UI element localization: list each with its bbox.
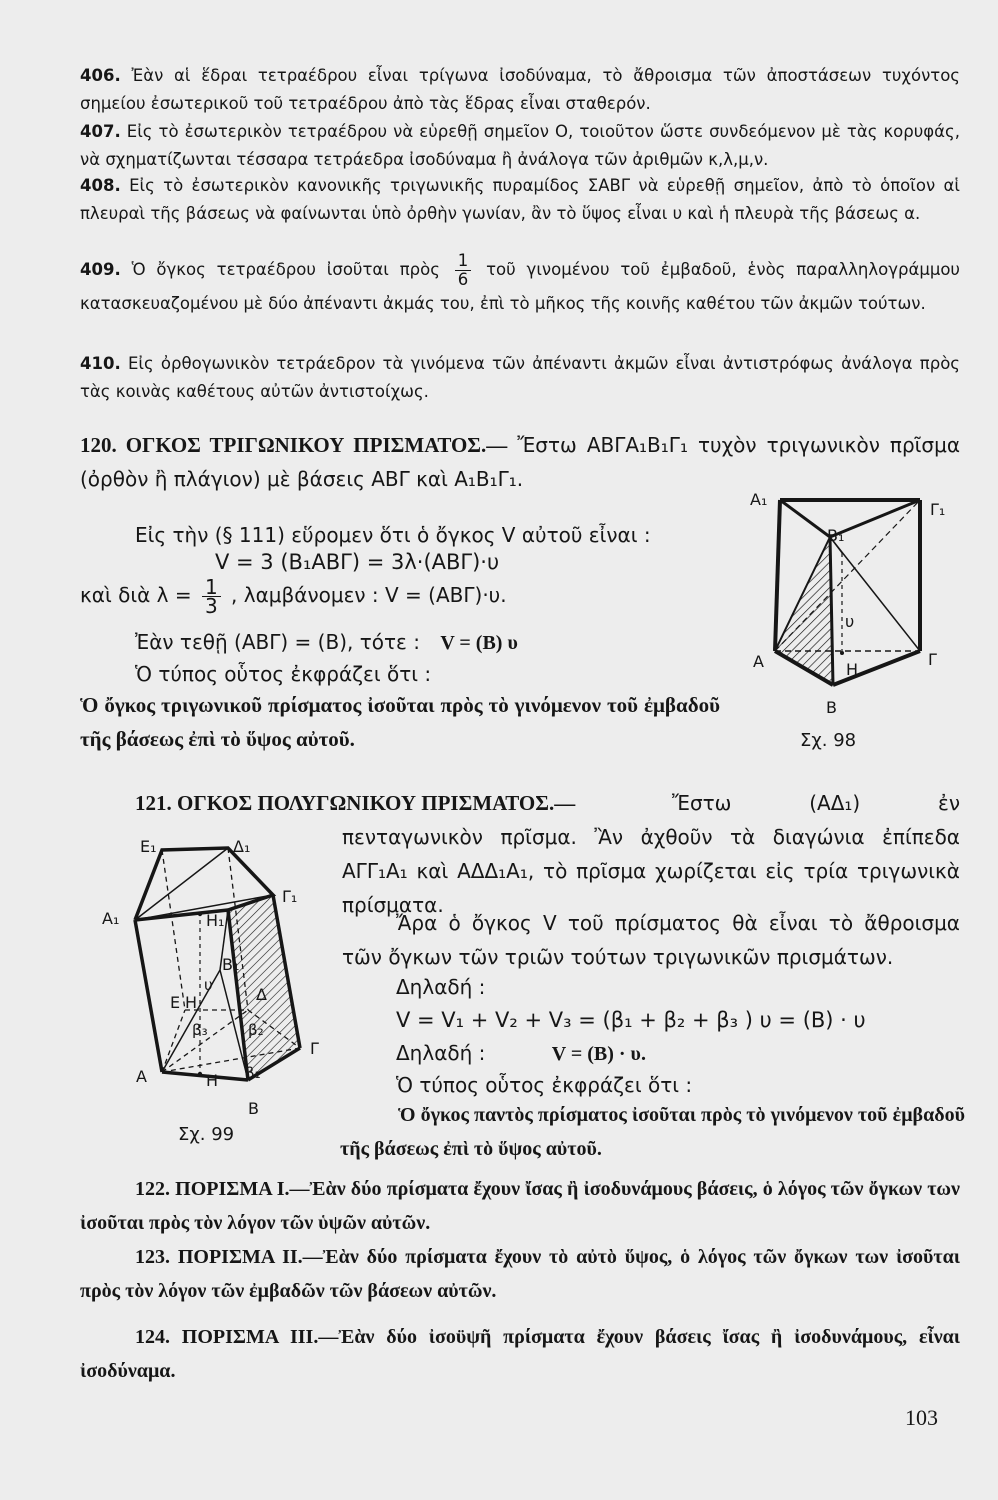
corollary-123 <box>80 1240 960 1308</box>
label-u: υ <box>204 976 213 994</box>
section-120-line1: Εἰς τὴν (§ 111) εὕρομεν ὅτι ὁ ὄγκος V αὐτοῦ εἶναι : <box>135 523 651 547</box>
label-H-bottom: Η <box>206 1071 219 1090</box>
corollary-123-text: Ἐὰν δύο πρίσματα ἔχουν τὸ αὐτὸ ὕψος, ὁ λόγος τῶν ὄγκων των ἰσοῦται πρὸς τὸν λόγον τῶν ἐμβαδῶν τῶν βάσεων αὐτῶν. <box>80 1246 960 1302</box>
label-A1: Α₁ <box>102 909 120 928</box>
exercise-number: 407. <box>80 122 121 141</box>
section-121-line2: Ἄρα ὁ ὄγκος V τοῦ πρίσματος θὰ εἶναι τὸ ἄθροισμα τῶν ὄγκων τῶν τριῶν τούτων τριγωνικῶν πρισμάτων. <box>342 911 960 969</box>
section-121-heading: 121. ΟΓΚΟΣ ΠΟΛΥΓΩΝΙΚΟΥ ΠΡΙΣΜΑΤΟΣ.— <box>135 791 576 815</box>
label-E: Ε <box>170 993 181 1012</box>
label-H: Η <box>846 660 859 679</box>
label-A: Α <box>136 1067 147 1086</box>
label-E1: Ε₁ <box>140 837 157 856</box>
exercise-number: 408. <box>80 176 121 195</box>
corollary-124-text: Ἐὰν δύο ἰσοϋψῆ πρίσματα ἔχουν βάσεις ἴσας ἢ ἰσοδυνάμους, εἶναι ἰσοδύναμα. <box>80 1326 960 1382</box>
section-121-d1: Δηλαδή : <box>396 975 486 999</box>
label-G: Γ <box>928 650 937 669</box>
label-B: Β <box>826 698 837 717</box>
label-b1: β₁ <box>245 1064 261 1082</box>
label-D: Δ <box>256 985 267 1004</box>
formula-volume: V = (Β) υ <box>440 632 518 654</box>
figure-98 <box>745 485 965 720</box>
exercise-text-a: Ὁ ὄγκος τετραέδρου ἰσοῦται πρὸς <box>131 260 440 279</box>
exercise-407 <box>80 118 960 174</box>
label-b2: β₂ <box>248 1021 264 1039</box>
figure-99 <box>100 830 340 1130</box>
exercise-408 <box>80 172 960 228</box>
label-G: Γ <box>310 1039 319 1058</box>
section-121-line5: Ὁ τύπος οὗτος ἐκφράζει ὅτι : <box>396 1073 693 1097</box>
figure-98-caption: Σχ. 98 <box>800 730 857 751</box>
exercise-text-b: τοῦ γινομένου τοῦ ἐμβαδοῦ, ἑνὸς παραλληλογράμμου κατασκευαζομένου μὲ δύο ἀπέναντι ἀκμάς του, ἐπὶ τὸ μῆκος τῆς κοινῆς καθέτου τῶν ἀκμῶν τούτων. <box>80 260 960 313</box>
label-B1: Β₁ <box>222 955 240 974</box>
fraction-one-third: $\frac{1}{3}$ <box>202 578 221 615</box>
label-H1: Η₁ <box>206 911 225 930</box>
section-120-line3: καὶ διὰ λ = $\frac{1}{3}$ , λαμβάνομεν : V = (ΑΒΓ)·υ. <box>80 575 507 618</box>
page-number: 103 <box>905 1405 938 1430</box>
label-B1: Β₁ <box>827 526 845 545</box>
fraction-one-sixth: $\frac{1}{6}$ <box>455 252 472 289</box>
corollary-122-text: Ἐὰν δύο πρίσματα ἔχουν ἴσας ἢ ἰσοδυνάμους βάσεις, ὁ λόγος τῶν ὄγκων των ἰσοῦται πρὸς τὸν λόγον τῶν ὑψῶν αὐτῶν. <box>80 1178 960 1234</box>
section-121-eq1: V = V₁ + V₂ + V₃ = (β₁ + β₂ + β₃ ) υ = (Β) · υ <box>396 1008 866 1032</box>
corollary-124 <box>80 1320 960 1388</box>
exercise-text: Ἐὰν αἱ ἕδραι τετραέδρου εἶναι τρίγωνα ἰσοδύναμα, τὸ ἄθροισμα τῶν ἀποστάσεων τυχόντος σημείου ἐσωτερικοῦ τοῦ τετραέδρου ἀπὸ τὰς ἕδρας εἶναι σταθερόν. <box>80 66 960 113</box>
section-121-intro: Ἔστω (ΑΔ₁) ἐν πενταγωνικὸν πρῖσμα. Ἂν ἀχθοῦν τὰ διαγώνια ἐπίπεδα ΑΓΓ₁Α₁ καὶ ΑΔΔ₁Α₁, τὸ πρῖσμα χωρίζεται εἰς τρία τριγωνικὰ πρίσματα. <box>342 791 960 917</box>
corollary-123-heading: 123. ΠΟΡΙΣΜΑ ΙΙ.— <box>135 1246 323 1268</box>
label-G1: Γ₁ <box>282 887 298 906</box>
corollary-124-heading: 124. ΠΟΡΙΣΜΑ ΙΙΙ.— <box>135 1326 339 1348</box>
exercise-409 <box>80 252 960 319</box>
exercise-number: 406. <box>80 66 121 85</box>
corollary-122 <box>80 1172 960 1240</box>
exercise-number: 409. <box>80 260 121 279</box>
label-b3: β₃ <box>192 1021 208 1039</box>
label-A: Α <box>753 652 764 671</box>
exercise-410 <box>80 350 960 406</box>
exercise-text: Εἰς τὸ ἐσωτερικὸν τετραέδρου νὰ εὑρεθῇ σημεῖον Ο, τοιοῦτον ὥστε συνδεόμενον μὲ τὰς κορυφάς, νὰ σχηματίζωνται τέσσαρα τετράεδρα ἰσοδύναμα ἢ ἀνάλογα τῶν ἀριθμῶν κ,λ,μ,ν. <box>80 122 960 169</box>
section-120-eq1: V = 3 (Β₁ΑΒΓ) = 3λ·(ΑΒΓ)·υ <box>215 550 500 574</box>
section-120-line5: Ὁ τύπος οὗτος ἐκφράζει ὅτι : <box>135 662 432 686</box>
label-A1: Α₁ <box>750 490 768 509</box>
theorem-triangular-prism: Ὁ ὄγκος τριγωνικοῦ πρίσματος ἰσοῦται πρὸς τὸ γινόμενον τοῦ ἐμβαδοῦ τῆς βάσεως ἐπὶ τὸ ὕψος αὐτοῦ. <box>80 693 720 751</box>
theorem-general-prism: Ὁ ὄγκος παντὸς πρίσματος ἰσοῦται πρὸς τὸ γινόμενον τοῦ ἐμβαδοῦ τῆς βάσεως ἐπὶ τὸ ὕψος αὐτοῦ. <box>340 1104 965 1160</box>
exercise-406 <box>80 62 960 118</box>
label-B: Β <box>248 1099 259 1118</box>
prism-diagram-98 <box>745 485 965 720</box>
formula-volume-general: V = (Β) · υ. <box>551 1043 646 1065</box>
label-G1: Γ₁ <box>930 500 946 519</box>
label-u: υ <box>845 612 855 631</box>
exercise-text: Εἰς τὸ ἐσωτερικὸν κανονικῆς τριγωνικῆς πυραμίδος ΣΑΒΓ νὰ εὑρεθῇ σημεῖον, ἀπὸ τὸ ὁποῖον αἱ πλευραὶ τῆς βάσεως νὰ φαίνωνται ὑπὸ ὀρθὴν γωνίαν, ἂν τὸ ὕψος εἶναι υ καὶ ἡ πλευρὰ τῆς βάσεως α. <box>80 176 960 223</box>
prism-diagram-99 <box>100 830 340 1130</box>
section-120-line4: Ἐὰν τεθῇ (ΑΒΓ) = (Β), τότε : V = (Β) υ <box>135 630 518 654</box>
section-120-heading: 120. ΟΓΚΟΣ ΤΡΙΓΩΝΙΚΟΥ ΠΡΙΣΜΑΤΟΣ.— <box>80 433 508 457</box>
exercise-text: Εἰς ὀρθογωνικὸν τετράεδρον τὰ γινόμενα τῶν ἀπέναντι ἀκμῶν εἶναι ἀντιστρόφως ἀνάλογα πρὸς τὰς κοινὰς καθέτους αὐτῶν ἀντιστοίχως. <box>80 354 960 401</box>
section-120-intro-text: Ἔστω ΑΒΓΑ₁Β₁Γ₁ τυχὸν τριγωνικὸν πρῖσμα (ὀρθὸν ἢ πλάγιον) μὲ βάσεις ΑΒΓ καὶ Α₁Β₁Γ₁. <box>80 433 960 491</box>
label-H: Η <box>185 993 198 1012</box>
label-D1: Δ₁ <box>233 837 251 856</box>
exercise-number: 410. <box>80 354 121 373</box>
section-121-line4: Δηλαδή : V = (Β) · υ. <box>396 1041 646 1065</box>
figure-99-caption: Σχ. 99 <box>178 1124 235 1145</box>
corollary-122-heading: 122. ΠΟΡΙΣΜΑ Ι.— <box>135 1178 310 1200</box>
